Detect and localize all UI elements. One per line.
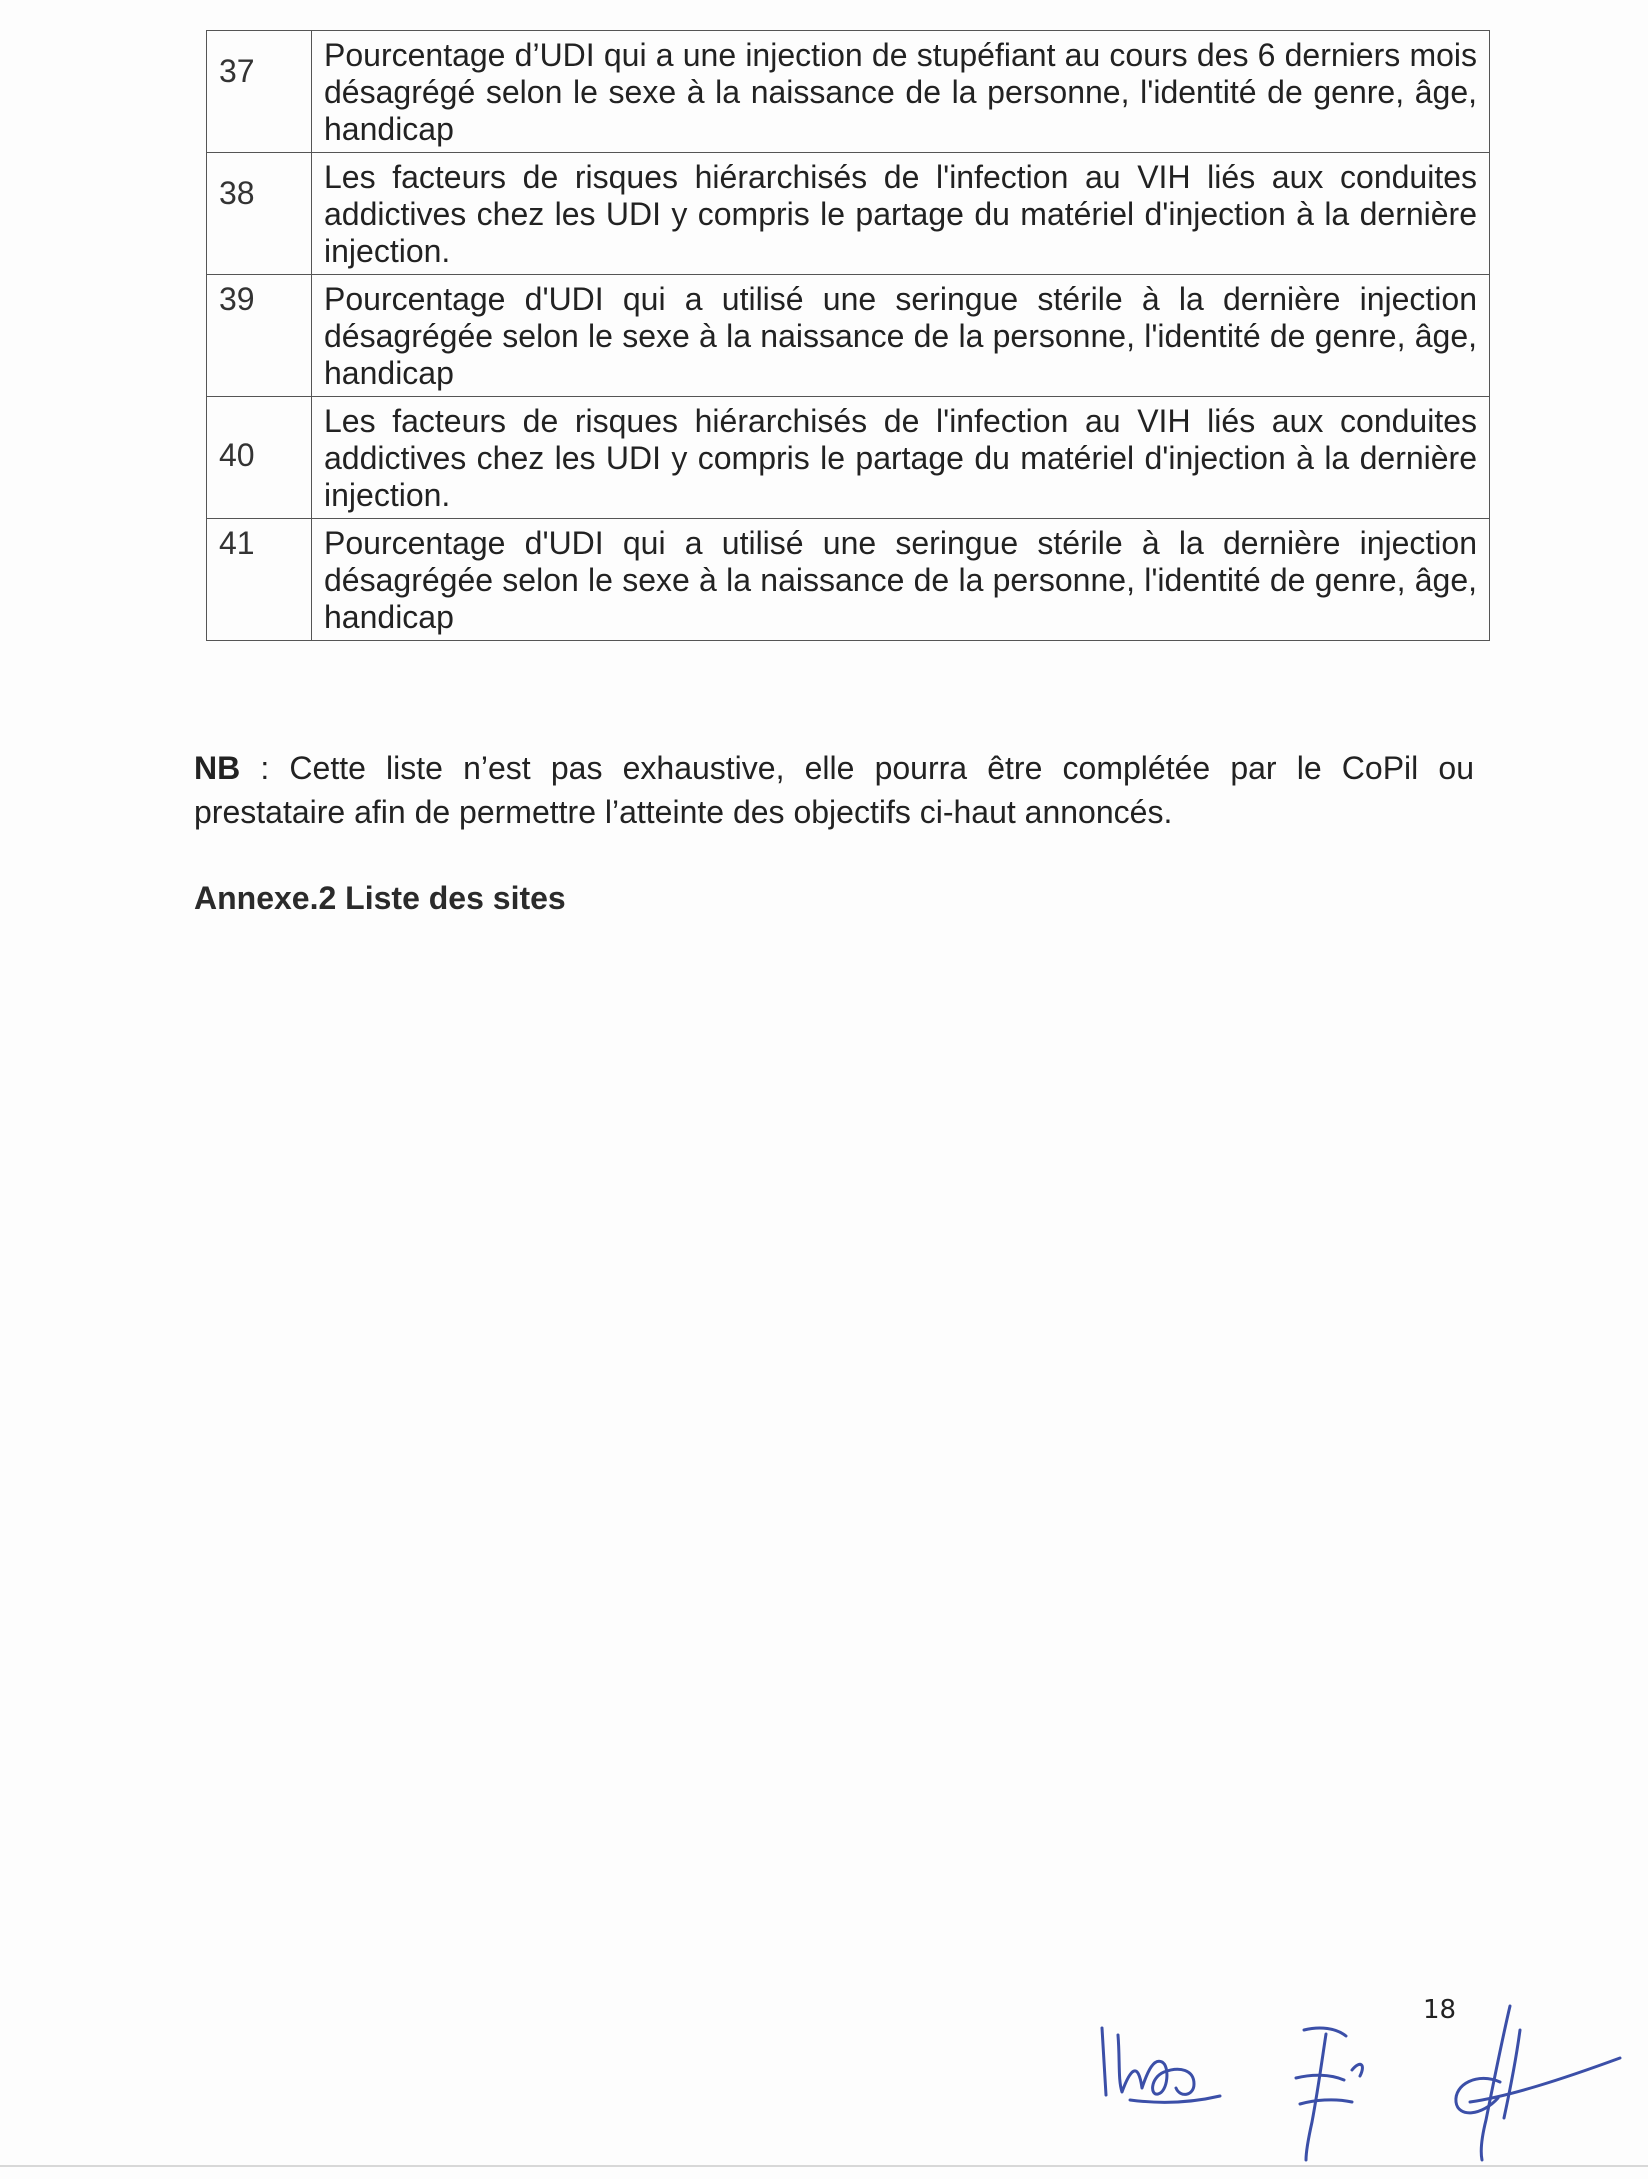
indicators-table bbox=[206, 30, 1490, 641]
page-number: 18 bbox=[1423, 1995, 1457, 2025]
indicator-description: Les facteurs de risques hiérarchisés de l'infection au VIH liés aux conduites addictives chez les UDI y compris le partage du matériel d'injection à la dernière injection. bbox=[312, 153, 1490, 275]
indicator-number: 37 bbox=[207, 31, 312, 153]
indicator-description: Pourcentage d'UDI qui a utilisé une seringue stérile à la dernière injection désagrégée selon le sexe à la naissance de la personne, l'identité de genre, âge, handicap bbox=[312, 519, 1490, 641]
nb-label: NB bbox=[194, 750, 241, 786]
signature-3 bbox=[1456, 2006, 1620, 2160]
handwritten-signatures bbox=[1090, 2000, 1630, 2170]
table-row bbox=[207, 397, 1490, 519]
indicator-number: 39 bbox=[207, 275, 312, 397]
nb-note bbox=[194, 746, 1474, 834]
table-row bbox=[207, 275, 1490, 397]
nb-text: : Cette liste n’est pas exhaustive, elle pourra être complétée par le CoPil ou prestataire afin de permettre l’atteinte des objectifs ci-haut annoncés. bbox=[194, 750, 1474, 830]
indicator-description: Pourcentage d’UDI qui a une injection de stupéfiant au cours des 6 derniers mois désagrégé selon le sexe à la naissance de la personne, l'identité de genre, âge, handicap bbox=[312, 31, 1490, 153]
indicator-description: Les facteurs de risques hiérarchisés de l'infection au VIH liés aux conduites addictives chez les UDI y compris le partage du matériel d'injection à la dernière injection. bbox=[312, 397, 1490, 519]
signature-2 bbox=[1296, 2028, 1362, 2160]
table-row bbox=[207, 153, 1490, 275]
indicator-number: 41 bbox=[207, 519, 312, 641]
page-edge-line bbox=[0, 2165, 1648, 2167]
indicator-number: 40 bbox=[207, 397, 312, 519]
table-row bbox=[207, 519, 1490, 641]
annex-heading: Annexe.2 Liste des sites bbox=[194, 880, 566, 916]
signature-1 bbox=[1102, 2028, 1220, 2102]
table-row bbox=[207, 31, 1490, 153]
indicator-description: Pourcentage d'UDI qui a utilisé une seringue stérile à la dernière injection désagrégée selon le sexe à la naissance de la personne, l'identité de genre, âge, handicap bbox=[312, 275, 1490, 397]
indicator-number: 38 bbox=[207, 153, 312, 275]
